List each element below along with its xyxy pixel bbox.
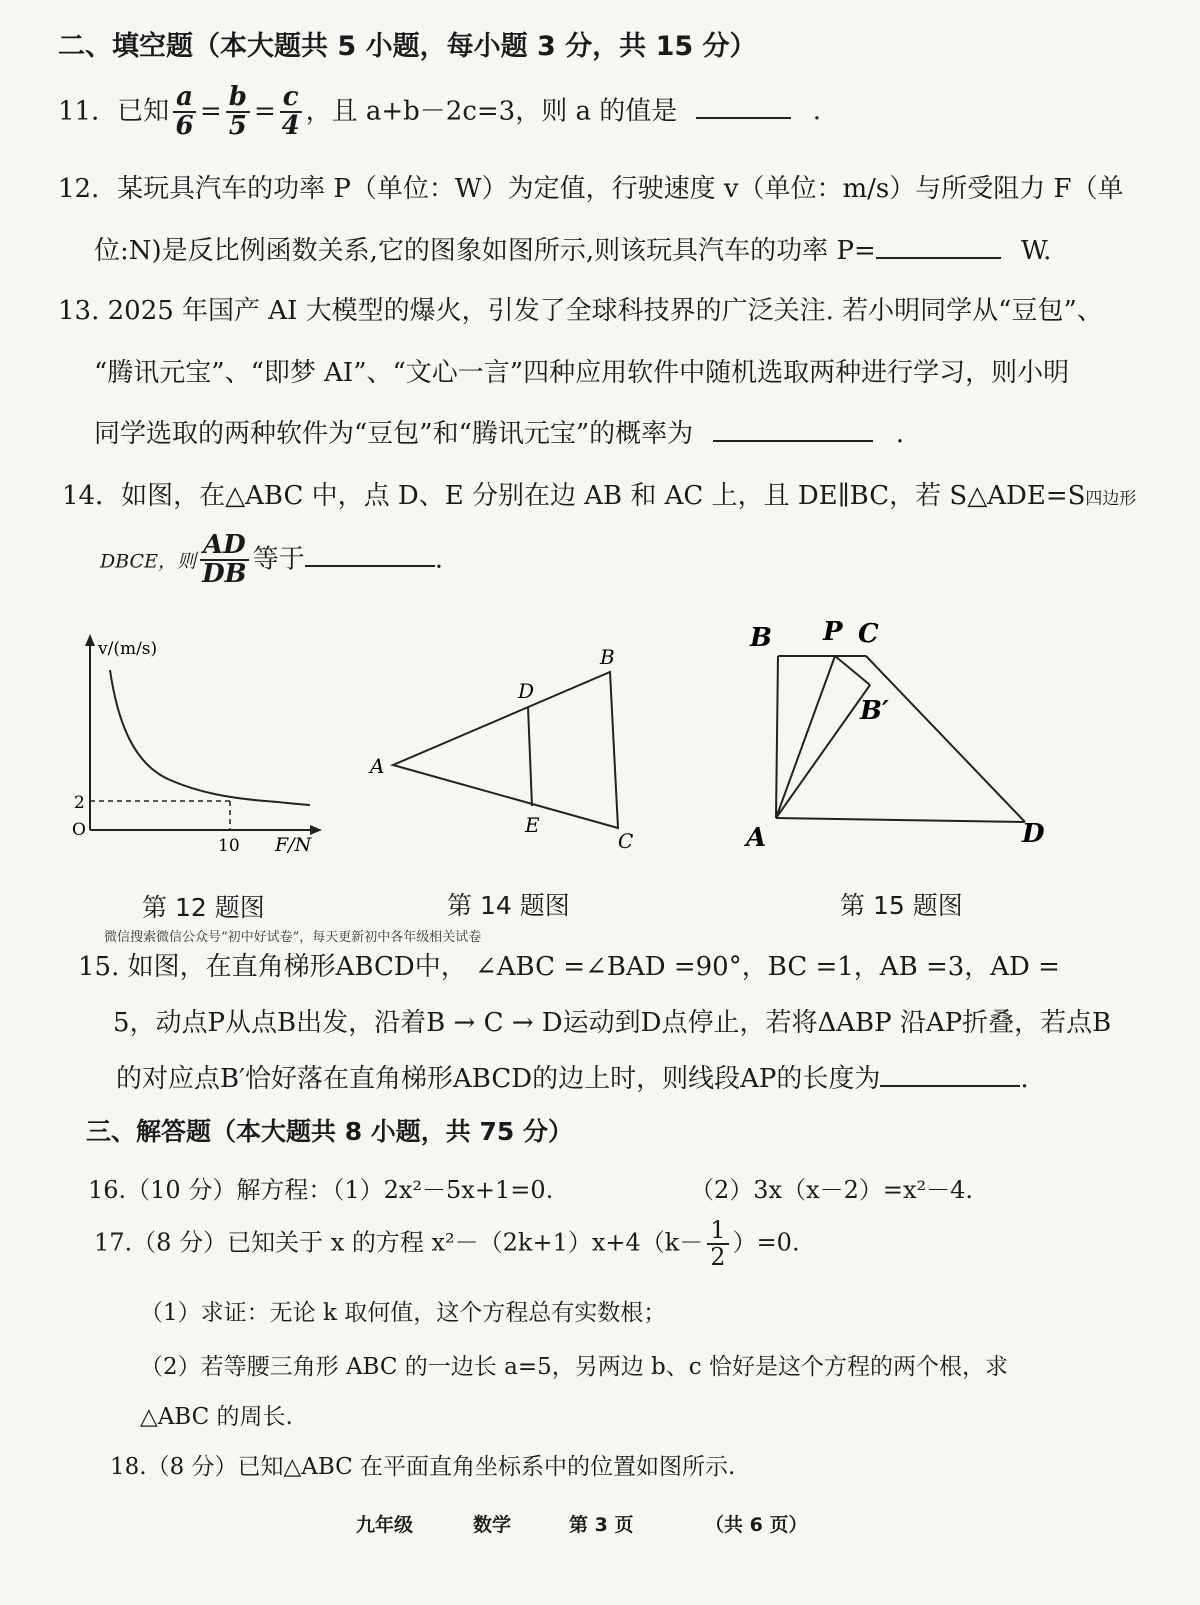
q11-fraction-c: $\frac{c}{4}$ (281, 82, 300, 142)
q14-equals-text: 等于 (252, 544, 305, 575)
question-15-line-3 (116, 1058, 1029, 1095)
fig12-x-arrow (310, 825, 322, 835)
fig15-side-ba (776, 656, 778, 818)
q16-part-1: 16.（10 分）解方程：（1）2x²－5x+1=0. (88, 1176, 554, 1204)
fig14-label-e: E (525, 813, 540, 837)
section-heading-answer: 三、解答题（本大题共 8 小题，共 75 分） (86, 1117, 574, 1146)
q16-part-2: （2）3x（x－2）=x²－4. (690, 1176, 974, 1204)
q11-fraction-a: $\frac{a}{6}$ (173, 84, 196, 141)
q17-part-1: （1）求证：无论 k 取何值，这个方程总有实数根； (140, 1300, 667, 1326)
fig15-label-b: B (750, 623, 772, 653)
question-12-line-2 (94, 230, 1051, 267)
fig12-y-arrow (85, 634, 95, 646)
q11-fraction-b: $\frac{b}{5}$ (226, 84, 250, 141)
fig15-label-c: C (858, 619, 879, 649)
q13-period: . (895, 419, 904, 449)
q12-line-1: 12．某玩具汽车的功率 P（单位：W）为定值，行驶速度 v（单位：m/s）与所受阻力 F（单 (58, 174, 1124, 204)
footer-subject: 数学 (473, 1514, 512, 1536)
q17-part-3: △ABC 的周长. (140, 1404, 293, 1430)
fig14-label-a: A (370, 754, 385, 778)
fig14-label-c: C (618, 829, 634, 853)
fig15-label-p: P (823, 617, 843, 647)
q11-condition: ，且 a+b－2c=3，则 a 的值是 (305, 96, 678, 127)
section-heading-fill-in: 二、填空题（本大题共 5 小题，每小题 3 分，共 15 分） (58, 31, 757, 62)
q11-period: . (812, 96, 822, 127)
q14-subscript-dbce: DBCE，则 (100, 550, 196, 573)
fig12-xlabel: F/N (275, 834, 312, 856)
q12-line-2: 位:N)是反比例函数关系,它的图象如图所示,则该玩具汽车的功率 P= (94, 236, 876, 266)
q14-period: . (434, 544, 443, 575)
q13-line-2: “腾讯元宝”、“即梦 AI”、“文心一言”四种应用软件中随机选取两种进行学习，则小明 (94, 358, 1070, 388)
fig14-label-d: D (518, 679, 535, 703)
q17-line-1b: ）=0. (732, 1228, 800, 1257)
footer-total-pages: （共 6 页） (705, 1514, 808, 1536)
wechat-watermark-note: 微信搜索微信公众号“初中好试卷”，每天更新初中各年级相关试卷 (104, 930, 482, 945)
question-17-line-1 (94, 1218, 800, 1270)
q13-answer-blank[interactable] (713, 414, 873, 442)
fig12-xtick: 10 (218, 836, 240, 856)
q15-line-3: 的对应点B′恰好落在直角梯形ABCD的边上时，则线段AP的长度为 (116, 1064, 881, 1094)
fig15-label-d: D (1022, 819, 1045, 849)
fig12-origin: O (72, 820, 86, 840)
footer-page: 第 3 页 (569, 1514, 634, 1536)
q15-answer-blank[interactable] (880, 1059, 1020, 1087)
fig14-segment-de (528, 707, 532, 806)
q14-subscript: 四边形 (1085, 489, 1137, 509)
fig15-caption: 第 15 题图 (840, 891, 963, 920)
q17-line-1a: 17.（8 分）已知关于 x 的方程 x²－（2k+1）x+4（k－ (94, 1228, 704, 1257)
fig12-ylabel: v/(m/s) (98, 639, 158, 659)
q11-answer-blank[interactable] (696, 91, 791, 119)
q15-line-1: 15. 如图，在直角梯形ABCD中， ∠ABC =∠BAD =90°，BC =1，AB =3，AD = (78, 952, 1060, 982)
q14-line-1: 14．如图，在△ABC 中，点 D、E 分别在边 AB 和 AC 上，且 DE∥BC，若 S△ADE=S (62, 481, 1086, 511)
question-14-line-2 (100, 532, 443, 589)
figure-15 (740, 610, 1070, 860)
q12-unit: W. (1021, 236, 1052, 266)
q14-fraction: $\frac{AD}{DB}$ (200, 532, 249, 589)
question-14-line-1 (62, 475, 1136, 512)
fig15-segment-ab-prime (776, 685, 870, 818)
fig12-curve (110, 670, 310, 805)
fig12-caption: 第 12 题图 (142, 893, 265, 922)
question-11: 11．已知 $\frac{a}{6}$ = $\frac{b}{5}$ = $\frac{c}{4}$ ，且 a+b－2c=3，则 a 的值是 . (58, 82, 822, 142)
figure-14 (360, 640, 660, 870)
fig15-label-b-prime: B′ (860, 696, 889, 726)
q14-answer-blank[interactable] (305, 539, 435, 567)
q15-line-2: 5，动点P从点B出发，沿着B → C → D运动到D点停止，若将ΔABP 沿AP折叠，若点B (113, 1008, 1112, 1038)
figure-12 (60, 630, 340, 860)
fig14-triangle (393, 672, 618, 828)
fig15-label-a: A (746, 823, 767, 853)
q11-prefix: 11．已知 (58, 96, 170, 127)
fig15-segment-pb-prime (835, 656, 870, 685)
q13-line-1: 13. 2025 年国产 AI 大模型的爆火，引发了全球科技界的广泛关注. 若小明同学从“豆包”、 (58, 296, 1103, 326)
fig15-side-ad (776, 818, 1025, 822)
q12-answer-blank[interactable] (876, 231, 1001, 259)
q15-period: . (1020, 1064, 1029, 1094)
fig15-side-cd (866, 656, 1025, 822)
footer-grade: 九年级 (356, 1514, 414, 1536)
q13-line-3: 同学选取的两种软件为“豆包”和“腾讯元宝”的概率为 (94, 419, 694, 449)
question-13-line-3 (94, 413, 904, 450)
fig12-ytick: 2 (74, 793, 85, 813)
fig14-label-b: B (600, 645, 615, 669)
fig14-caption: 第 14 题图 (447, 891, 570, 920)
fig15-segment-ap (776, 656, 835, 818)
q17-part-2: （2）若等腰三角形 ABC 的一边长 a=5，另两边 b、c 恰好是这个方程的两个根，求 (140, 1354, 1008, 1380)
q18-line-1: 18.（8 分）已知△ABC 在平面直角坐标系中的位置如图所示. (110, 1454, 736, 1480)
q17-fraction: $\frac{1}{2}$ (707, 1218, 728, 1270)
